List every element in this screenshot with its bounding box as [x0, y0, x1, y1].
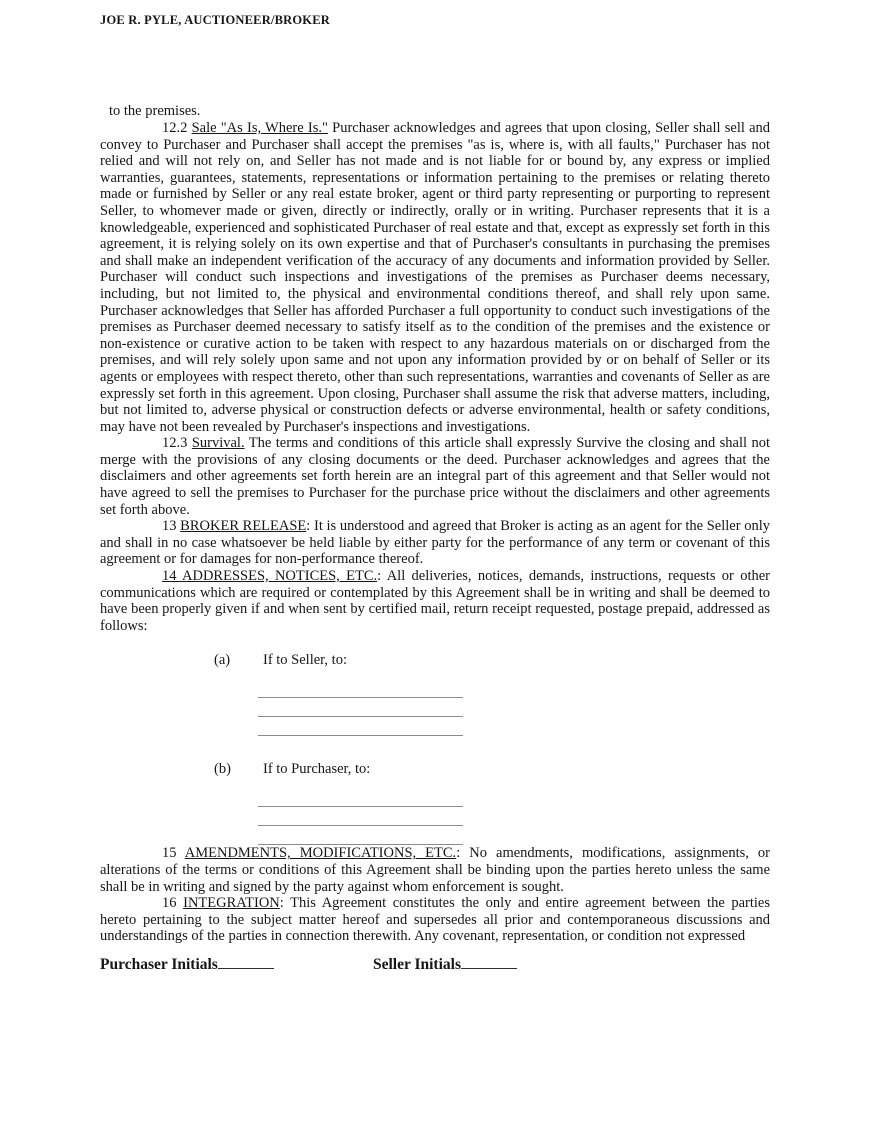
paragraph-body: The terms and conditions of this article shall expressly Survive the closing and shall not merge with the provisions of any closing documents or the deed. Purchaser acknowledges and agrees that the disclaimers and other agreements set forth herein are an integral part of this agreement and that Seller would not have agreed to sell the premises to Purchaser for the purchase price without the disclaimers and other agreements set forth above. — [100, 435, 771, 518]
paragraph-number: 16 — [162, 895, 184, 912]
notice-item-text: If to Purchaser, to: — [263, 761, 371, 778]
notice-address-section — [100, 652, 770, 845]
blank-address-line — [258, 826, 463, 845]
paragraph-number: 12.3 — [162, 435, 192, 452]
purchaser-address-blanks — [100, 788, 770, 845]
notice-purchaser-heading — [214, 761, 770, 778]
purchaser-initials-label: Purchaser Initials — [100, 955, 218, 973]
notice-seller-block — [100, 652, 770, 736]
notice-item-text: If to Seller, to: — [263, 652, 347, 669]
blank-address-line — [258, 788, 463, 807]
blank-address-line — [258, 717, 463, 736]
blank-address-line — [258, 807, 463, 826]
blank-address-line — [258, 679, 463, 698]
document-content — [100, 0, 770, 980]
paragraph-number: 13 — [162, 518, 181, 535]
seller-initials-blank — [461, 954, 517, 969]
document-header: JOE R. PYLE, AUCTIONEER/BROKER — [100, 13, 330, 27]
notice-item-label: (b) — [214, 761, 231, 778]
paragraph-12-2 — [100, 120, 770, 435]
seller-initials-label: Seller Initials — [373, 955, 461, 973]
paragraph-body: Purchaser acknowledges and agrees that upon closing, Seller shall sell and convey to Purchaser and Purchaser shall accept the premises "as is, where is, with all faults," Purchaser has not relied and will not rely on, and Seller has not made and is not liable for or bound by, any express or implied warranties, guarantees, statements, representations or information pertaining to the premises or relating thereto made or furnished by Seller or any real estate broker, agent or third party representing or purporting to represent Seller, to whomever made or given, directly or indirectly, orally or in writing. Purchaser represents that it is a knowledgeable, experienced and sophisticated Purchaser of real estate and that, except as expressly set forth in this agreement, it is relying solely on its own expertise and that of Purchaser's consultants in purchasing the premises and shall make an independent verification of the accuracy of any documents and information provided by Seller. Purchaser will conduct such inspections and investigations of the premises as Purchaser deems necessary, including, but not limited to, the physical and environmental conditions thereof, and shall rely upon same. Purchaser acknowledges that Seller has afforded Purchaser a full opportunity to conduct such investigations of the premises as Purchaser deemed necessary to satisfy itself as to the condition of the premises and the existence or non-existence or curative action to be taken with respect to any hazardous materials on or discharged from the premises, and will rely solely upon same and not upon any information provided by or on behalf of Seller or its agents or employees with respect thereto, other than such representations, warranties and covenants of Seller as are expressly set forth in this agreement. Upon closing, Purchaser shall assume the risk that adverse matters, including, but not limited to, adverse physical or construction defects or adverse environmental, health or safety conditions, may have not been revealed by Purchaser's inspections and investigations. — [100, 120, 771, 435]
paragraph-body: : This Agreement constitutes the only and entire agreement between the parties hereto pertaining to the subject matter hereof and supersedes all prior and contemporaneous discussions and understandings of the parties in connection therewith. Any covenant, representation, or condition not expressed — [100, 895, 771, 945]
paragraph-heading: AMENDMENTS, MODIFICATIONS, ETC. — [184, 845, 457, 862]
initials-footer — [100, 954, 770, 980]
notice-seller-heading — [214, 652, 770, 669]
paragraph-number: 12.2 — [162, 120, 192, 136]
paragraph-heading: INTEGRATION — [183, 895, 280, 912]
purchaser-initials — [100, 954, 274, 974]
notice-purchaser-block — [100, 761, 770, 845]
paragraph-heading: BROKER RELEASE — [180, 518, 307, 535]
paragraph-13 — [100, 518, 770, 568]
seller-initials — [373, 954, 517, 974]
notice-item-label: (a) — [214, 652, 231, 669]
paragraph-14 — [100, 568, 770, 634]
paragraph-body: : No amendments, modifications, assignments, or alterations of the terms or conditions of this Agreement shall be binding upon the parties hereto unless the same shall be in writing and signed by the party against whom enforcement is sought. — [100, 845, 770, 895]
paragraph-15 — [100, 845, 770, 895]
purchaser-initials-blank — [218, 954, 274, 969]
paragraph-heading: 14 ADDRESSES, NOTICES, ETC. — [162, 568, 378, 585]
seller-address-blanks — [100, 679, 770, 736]
paragraph-body: : All deliveries, notices, demands, instructions, requests or other communications which are required or contemplated by this Agreement shall be in writing and shall be deemed to have been properly given if and when sent by certified mail, return receipt requested, postage prepaid, addressed as follows: — [100, 568, 770, 634]
blank-address-line — [258, 698, 463, 717]
paragraph-heading: Sale "As Is, Where Is." — [191, 120, 328, 136]
paragraph-body: : It is understood and agreed that Broker is acting as an agent for the Seller only and shall in no case whatsoever be held liable by either party for the performance of any term or covenant of this agreement or for damages for non-performance thereof. — [100, 518, 771, 568]
carryover-text: to the premises. — [109, 103, 201, 119]
paragraph-heading: Survival. — [191, 435, 245, 452]
paragraph-12-3 — [100, 435, 770, 518]
paragraph-number: 15 — [162, 845, 185, 862]
paragraph-16 — [100, 895, 770, 945]
